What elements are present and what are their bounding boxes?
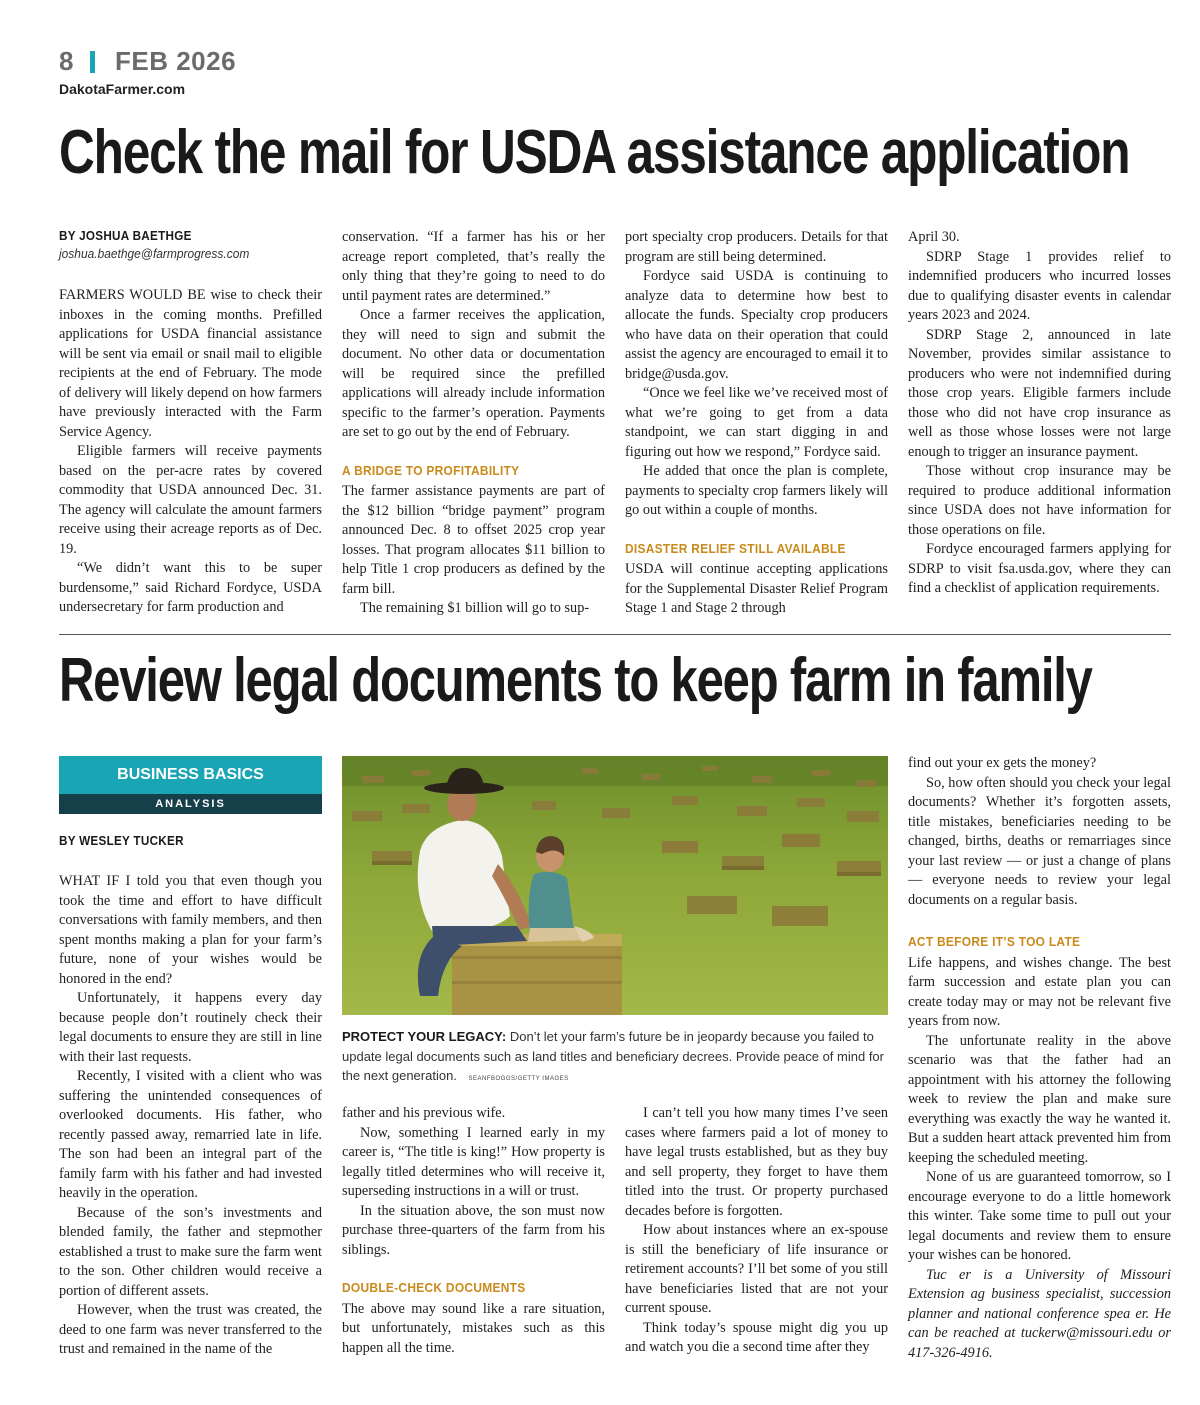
paragraph: The unfortunate reality in the above scenario was that the father had an appointment with his attorney the following week to review the plan and make sure everything was exactly the way he wanted it. But a sudden heart attack prevented him from keeping the scheduled meeting. bbox=[908, 1032, 1171, 1166]
paragraph: April 30. bbox=[908, 229, 960, 245]
paragraph: conservation. “If a farmer has his or her acreage report completed, that’s really the only thing that they’re going to need to do until payment rates are determined.” bbox=[342, 229, 605, 304]
paragraph: Once a farmer receives the application, they will need to sign and submit the document. No other data or documentation will be required since the prefilled applications will already include information specific to the farmer’s operation. Payments are set to go out by the end of February. bbox=[342, 307, 605, 440]
paragraph: FARMERS WOULD BE wise to check their inboxes in the coming months. Prefilled applications for USDA financial assistance will be sent via email or snail mail to eligible recipients at the end of February. The mode of delivery will likely depend on how farmers have previously interacted with the Farm Service Agency. bbox=[59, 287, 322, 440]
article2-column-2 bbox=[342, 1104, 605, 1358]
article1-subhead-disaster: DISASTER RELIEF STILL AVAILABLE bbox=[625, 540, 846, 556]
photo-credit: SEANFBOGGS/GETTY IMAGES bbox=[468, 1076, 569, 1082]
article1-headline: Check the mail for USDA assistance application bbox=[59, 118, 1130, 187]
article1-subhead-bridge: A BRIDGE TO PROFITABILITY bbox=[342, 462, 520, 478]
article2-subhead-double-check: DOUBLE-CHECK DOCUMENTS bbox=[342, 1280, 526, 1295]
article2-column-1 bbox=[59, 872, 322, 1360]
article2-column-4 bbox=[908, 754, 1171, 1363]
business-basics-badge: BUSINESS BASICS bbox=[59, 756, 322, 794]
page-number: 8 bbox=[59, 46, 74, 76]
paragraph: find out your ex gets the money? bbox=[908, 755, 1097, 771]
paragraph: Unfortunately, it happens every day because people don’t routinely check their legal documents to ensure they are still in line with their last requests. bbox=[59, 990, 322, 1065]
folio-divider bbox=[90, 51, 95, 73]
caption-text: Don’t let your farm’s future be in jeopardy because you failed to update legal documents such as land titles and beneficiary decrees. Provide peace of mind for the next generation. bbox=[342, 1029, 884, 1083]
farm-photo bbox=[342, 756, 888, 1015]
paragraph: Recently, I visited with a client who was suffering the unintended consequences of overlooked documents. His father, who recently passed away, remarried late in life. The son had been an integral part of the family farm with his father and had invested heavily in the operation. bbox=[59, 1068, 322, 1201]
article1-column-4 bbox=[908, 228, 1171, 599]
farm-photo-illustration bbox=[342, 756, 888, 1015]
article1-email[interactable]: joshua.baethge@farmprogress.com bbox=[59, 246, 250, 261]
article2-byline: BY WESLEY TUCKER bbox=[59, 833, 184, 848]
paragraph: How about instances where an ex-spouse is still the beneficiary of life insurance or retirement accounts? I’ll bet some of you still have beneficiaries listed that are not your current spouse. bbox=[625, 1222, 888, 1316]
issue-date: FEB 2026 bbox=[114, 46, 237, 76]
paragraph: The above may sound like a rare situation, but unfortunately, mistakes such as this happen all the time. bbox=[342, 1300, 605, 1356]
paragraph: The remaining $1 billion will go to sup- bbox=[360, 600, 590, 616]
paragraph: father and his previous wife. bbox=[342, 1105, 506, 1121]
paragraph: I can’t tell you how many times I’ve seen cases where farmers paid a lot of money to have legal trusts established, but as they buy and sell property, they forget to have them titled into the trust. Or property purchased decades before is forgotten. bbox=[625, 1105, 888, 1219]
paragraph: Now, something I learned early in my career is, “The title is king!” How property is legally titled determines who will receive it, superseding instructions in a will or trust. bbox=[342, 1124, 605, 1199]
caption-label: PROTECT YOUR LEGACY: bbox=[342, 1029, 507, 1044]
paragraph: “We didn’t want this to be super burdensome,” said Richard Fordyce, USDA undersecretary for farm production and bbox=[59, 560, 322, 615]
paragraph: Eligible farmers will receive payments based on the per-acre rates by covered commodity that USDA announced Dec. 31. The agency will calculate the amount farmers receive using their acreage reports as of Dec. 19. bbox=[59, 443, 322, 557]
paragraph: Because of the son’s investments and blended family, the father and stepmother established a trust to make sure the farm went to the son. Other children would receive a portion of different assets. bbox=[59, 1204, 322, 1299]
article1-byline: BY JOSHUA BAETHGE bbox=[59, 228, 192, 243]
paragraph: “Once we feel like we’ve received most of what we’re going to get from a data standpoint, we can start digging in and figuring out how we respond,” Fordyce said. bbox=[625, 385, 888, 460]
paragraph: Life happens, and wishes change. The best farm succession and estate plan you can create today may or may not be relevant five years from now. bbox=[908, 954, 1171, 1029]
photo-caption bbox=[342, 1027, 888, 1090]
article2-column-3 bbox=[625, 1104, 888, 1358]
paragraph: However, when the trust was created, the deed to one farm was never transferred to the trust and remained in the name of the bbox=[59, 1302, 322, 1357]
article1-column-1 bbox=[59, 286, 322, 618]
paragraph: So, how often should you check your legal documents? Whether it’s forgotten assets, title mistakes, beneficiaries needing to be changed, births, deaths or remarriages since your last review — or just a change of plans — everyone needs to review your legal documents on a regular basis. bbox=[908, 774, 1171, 908]
paragraph: Those without crop insurance may be required to produce additional information since USDA does not have information for those operations on file. bbox=[908, 463, 1171, 538]
article1-column-3 bbox=[625, 228, 888, 619]
site-link[interactable]: DakotaFarmer.com bbox=[59, 81, 186, 97]
article1-byline-block bbox=[59, 228, 322, 261]
article2-subhead-act-before: ACT BEFORE IT’S TOO LATE bbox=[908, 934, 1081, 949]
paragraph: Think today’s spouse might dig you up and watch you die a second time after they bbox=[625, 1319, 888, 1355]
section-divider bbox=[59, 634, 1171, 635]
paragraph: WHAT IF I told you that even though you took the time and effort to have difficult conversations with family members, and then spent months making a plan for your farm’s future, none of your wishes would be honored in the end? bbox=[59, 873, 322, 987]
paragraph: The farmer assistance payments are part of the $12 billion “bridge payment” program announced Dec. 8 to offset 2025 crop year losses. That program allocates $11 billion to help Title 1 crop producers as defined by the farm bill. bbox=[342, 483, 605, 597]
analysis-label: ANALYSIS bbox=[59, 794, 322, 814]
paragraph: He added that once the plan is complete, payments to specialty crop farmers likely will go out within a couple of months. bbox=[625, 463, 888, 518]
paragraph: Fordyce said USDA is continuing to analyze data to determine how best to allocate the funds. Specialty crop producers who have data on their operation that could assist the agency are encouraged to email it to bridge@usda.gov. bbox=[625, 268, 888, 382]
paragraph: USDA will continue accepting applications for the Supplemental Disaster Relief Program Stage 1 and Stage 2 through bbox=[625, 561, 888, 616]
paragraph: Fordyce encouraged farmers applying for SDRP to visit fsa.usda.gov, where they can find a checklist of application requirements. bbox=[908, 541, 1171, 596]
author-bio: Tuc er is a University of Missouri Extension ag business specialist, succession planner and national conference spea er. He can be reached at tuckerw@missouri.edu or 417-326-4916. bbox=[908, 1266, 1171, 1361]
paragraph: SDRP Stage 1 provides relief to indemnified producers who incurred losses due to qualifying disaster events in calendar years 2023 and 2024. bbox=[908, 248, 1171, 323]
article2-headline: Review legal documents to keep farm in family bbox=[59, 646, 1092, 715]
paragraph: port specialty crop producers. Details for that program are still being determined. bbox=[625, 229, 888, 265]
paragraph: None of us are guaranteed tomorrow, so I encourage everyone to do a little homework this winter. Take some time to pull out your legal documents and review them to ensure your wishes can be honored. bbox=[908, 1169, 1171, 1263]
article1-column-2 bbox=[342, 228, 605, 619]
page-folio bbox=[59, 46, 236, 77]
paragraph: In the situation above, the son must now purchase three-quarters of the farm from his siblings. bbox=[342, 1202, 605, 1258]
paragraph: SDRP Stage 2, announced in late November, provides similar assistance to producers who were not indemnified during those crop years. Eligible farmers include those who did not have crop insurance as well as those whose losses were not large enough to trigger an insurance payment. bbox=[908, 326, 1171, 460]
